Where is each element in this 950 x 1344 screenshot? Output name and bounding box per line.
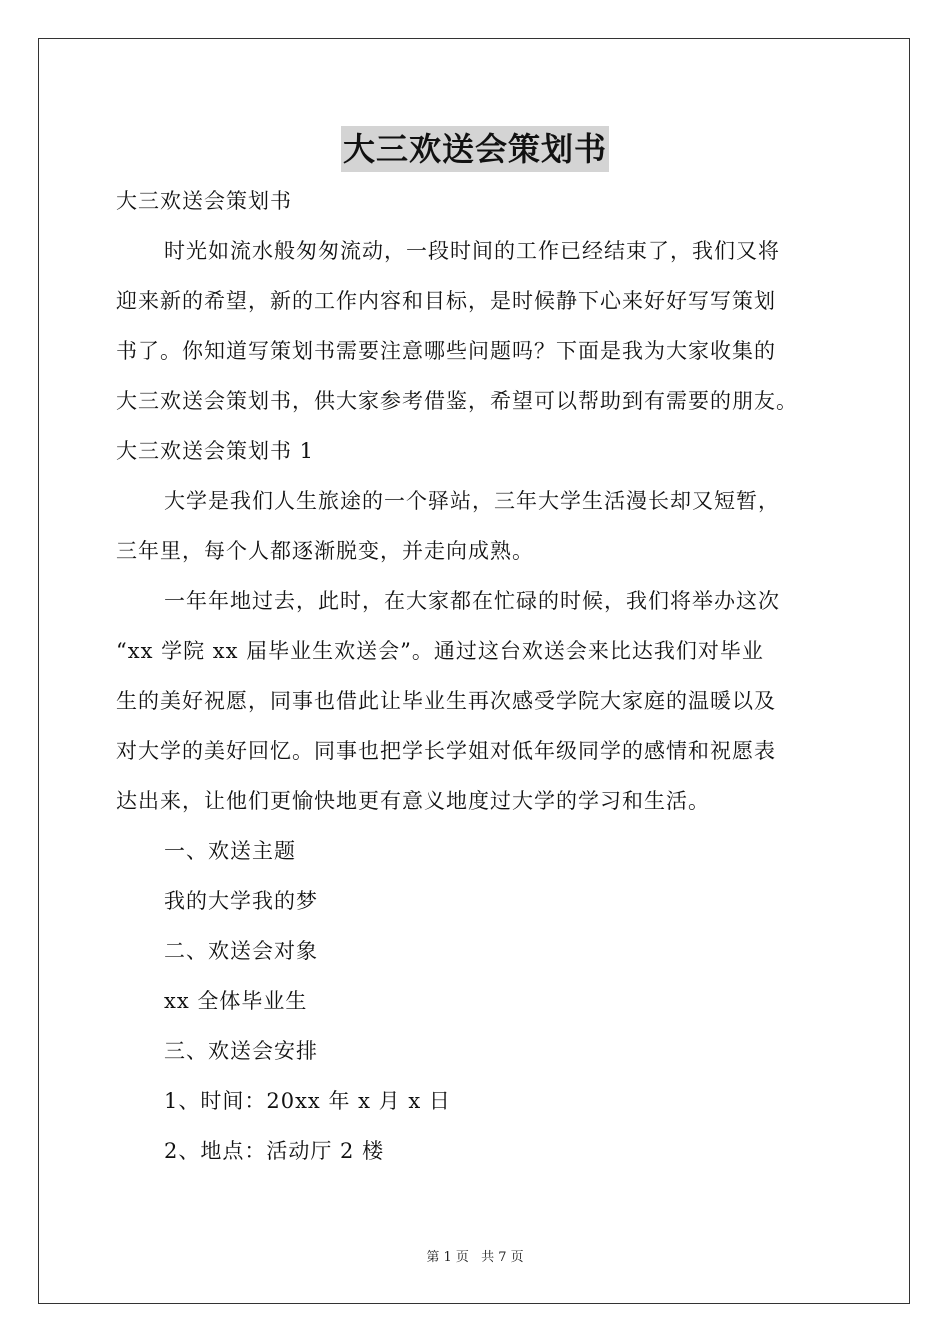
document-title: 大三欢送会策划书 (341, 126, 609, 172)
document-body (116, 176, 846, 1176)
section-heading: 大三欢送会策划书 1 (116, 439, 315, 463)
subtitle-line: 大三欢送会策划书 (116, 189, 292, 213)
paragraph-line: 生的美好祝愿，同事也借此让毕业生再次感受学院大家庭的温暖以及 (116, 689, 776, 713)
paragraph-line: 达出来，让他们更愉快地更有意义地度过大学的学习和生活。 (116, 789, 710, 813)
list-item: 2、地点：活动厅 2 楼 (164, 1139, 385, 1163)
paragraph-line: 大学是我们人生旅途的一个驿站，三年大学生活漫长却又短暂， (164, 489, 780, 513)
paragraph-line: 书了。你知道写策划书需要注意哪些问题吗？下面是我为大家收集的 (116, 339, 776, 363)
page-footer (0, 1246, 950, 1265)
paragraph-line: 迎来新的希望，新的工作内容和目标，是时候静下心来好好写写策划 (116, 289, 776, 313)
list-item: 我的大学我的梦 (164, 889, 318, 913)
page-number: 第 1 页 (426, 1250, 469, 1265)
paragraph-line: 对大学的美好回忆。同事也把学长学姐对低年级同学的感情和祝愿表 (116, 739, 776, 763)
list-heading: 二、欢送会对象 (164, 939, 318, 963)
paragraph-line: 时光如流水般匆匆流动，一段时间的工作已经结束了，我们又将 (164, 239, 780, 263)
paragraph-line: 大三欢送会策划书，供大家参考借鉴，希望可以帮助到有需要的朋友。 (116, 389, 798, 413)
list-heading: 一、欢送主题 (164, 839, 296, 863)
page-total: 共 7 页 (481, 1250, 524, 1265)
paragraph-line: 一年年地过去，此时，在大家都在忙碌的时候，我们将举办这次 (164, 589, 780, 613)
list-heading: 三、欢送会安排 (164, 1039, 318, 1063)
list-item: 1、时间：20xx 年 x 月 x 日 (164, 1089, 451, 1113)
title-container (0, 126, 950, 172)
paragraph-line: 三年里，每个人都逐渐脱变，并走向成熟。 (116, 539, 534, 563)
paragraph-line: “xx 学院 xx 届毕业生欢送会”。通过这台欢送会来比达我们对毕业 (116, 639, 764, 663)
list-item: xx 全体毕业生 (164, 989, 308, 1013)
